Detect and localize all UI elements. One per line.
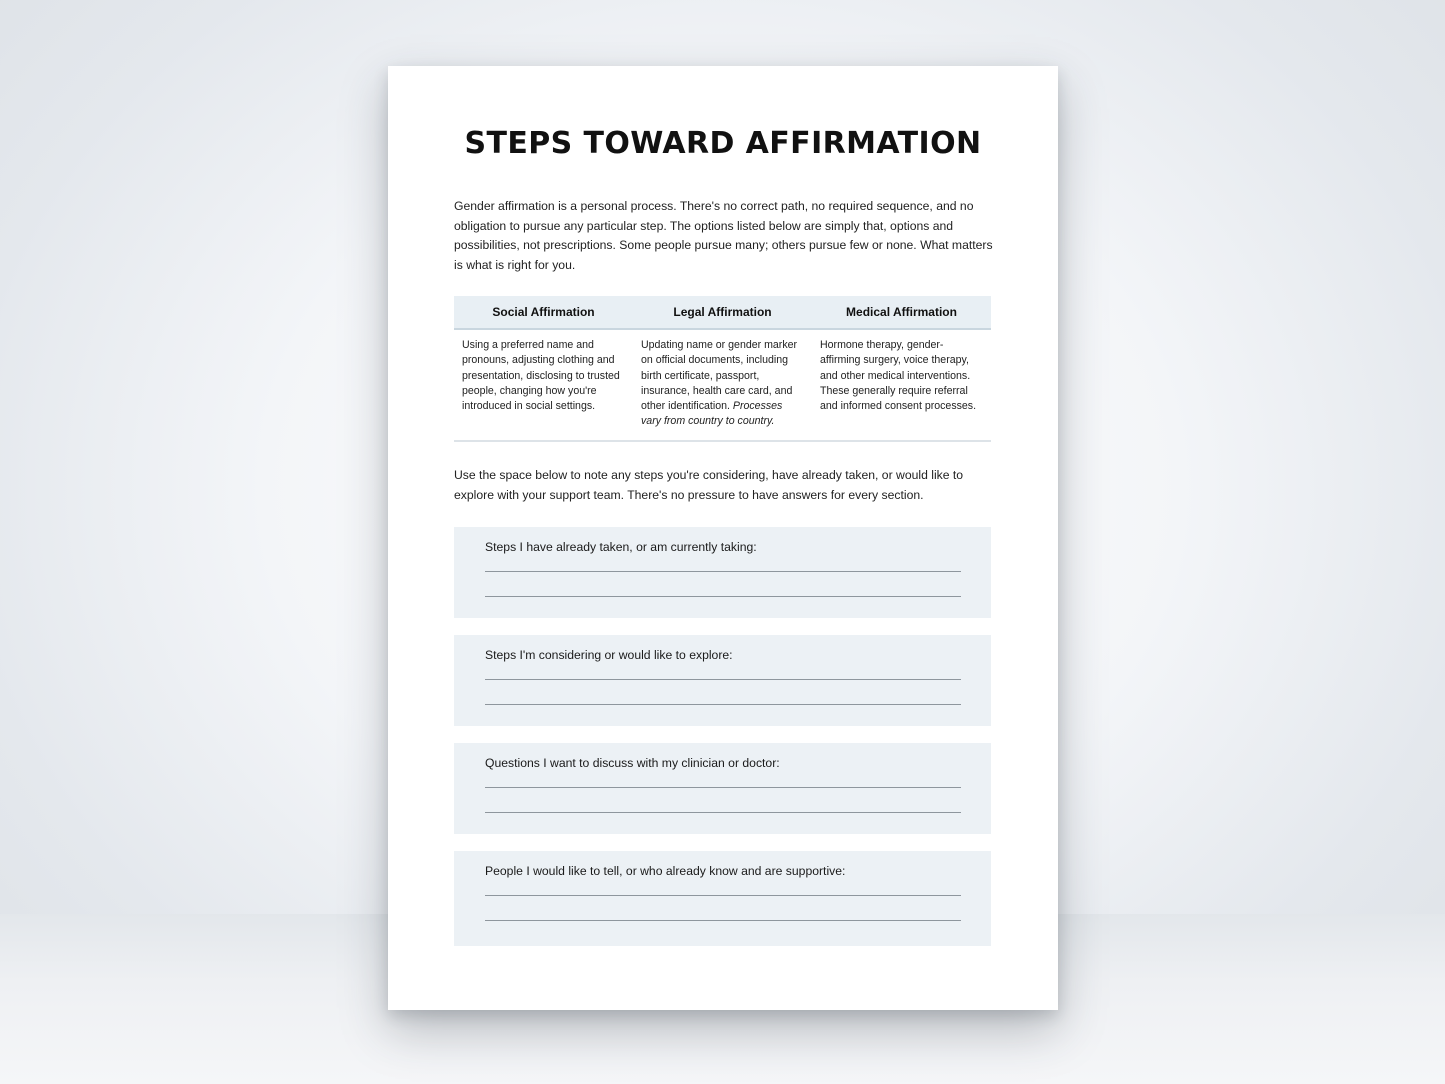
- writing-line[interactable]: [485, 812, 961, 813]
- writing-line[interactable]: [485, 895, 961, 896]
- cell-medical: [812, 330, 991, 440]
- cell-legal-text: Updating name or gender marker on official documents, including birth certificate, passport, insurance, health care card, and other identification.: [641, 339, 798, 413]
- table-header-row: [454, 296, 991, 330]
- cell-legal-note: Processes vary from country to country.: [641, 400, 783, 428]
- table-row: [454, 330, 991, 442]
- worksheet-title: STEPS TOWARD AFFIRMATION: [464, 126, 982, 161]
- intro-paragraph: Gender affirmation is a personal process. There's no correct path, no required sequence, and no obligation to pursue any particular step. The options listed below are simply that, options and possibilities, not prescriptions. Some people pursue many; others pursue few or none. What matters is what is right for you.: [454, 199, 993, 272]
- writing-line[interactable]: [485, 920, 961, 921]
- writing-line[interactable]: [485, 679, 961, 680]
- header-legal: Legal Affirmation: [673, 305, 772, 319]
- writing-line[interactable]: [485, 787, 961, 788]
- cell-medical-text: Hormone therapy, gender-affirming surgery, voice therapy, and other medical interventions. These generally require referral and informed consent processes.: [820, 339, 977, 413]
- section-label: Steps I have already taken, or am currently taking:: [485, 540, 757, 554]
- header-social: Social Affirmation: [492, 305, 595, 319]
- section-people-to-tell: [454, 851, 991, 946]
- section-questions-clinician: [454, 743, 991, 834]
- affirmation-table: [454, 296, 991, 442]
- section-steps-taken: [454, 527, 991, 618]
- section-label: Questions I want to discuss with my clinician or doctor:: [485, 756, 780, 770]
- writing-line[interactable]: [485, 704, 961, 705]
- writing-line[interactable]: [485, 571, 961, 572]
- section-steps-considering: [454, 635, 991, 726]
- header-medical: Medical Affirmation: [846, 305, 957, 319]
- cell-social-text: Using a preferred name and pronouns, adjusting clothing and presentation, disclosing to trusted people, changing how you're introduced in social settings.: [462, 339, 620, 413]
- section-label: People I would like to tell, or who already know and are supportive:: [485, 864, 846, 878]
- instructions-paragraph: Use the space below to note any steps you're considering, have already taken, or would like to explore with your support team. There's no pressure to have answers for every section.: [454, 468, 964, 502]
- cell-legal: [633, 330, 812, 440]
- worksheet-page: [388, 66, 1058, 1010]
- section-label: Steps I'm considering or would like to explore:: [485, 648, 733, 662]
- cell-social: [454, 330, 633, 440]
- writing-line[interactable]: [485, 596, 961, 597]
